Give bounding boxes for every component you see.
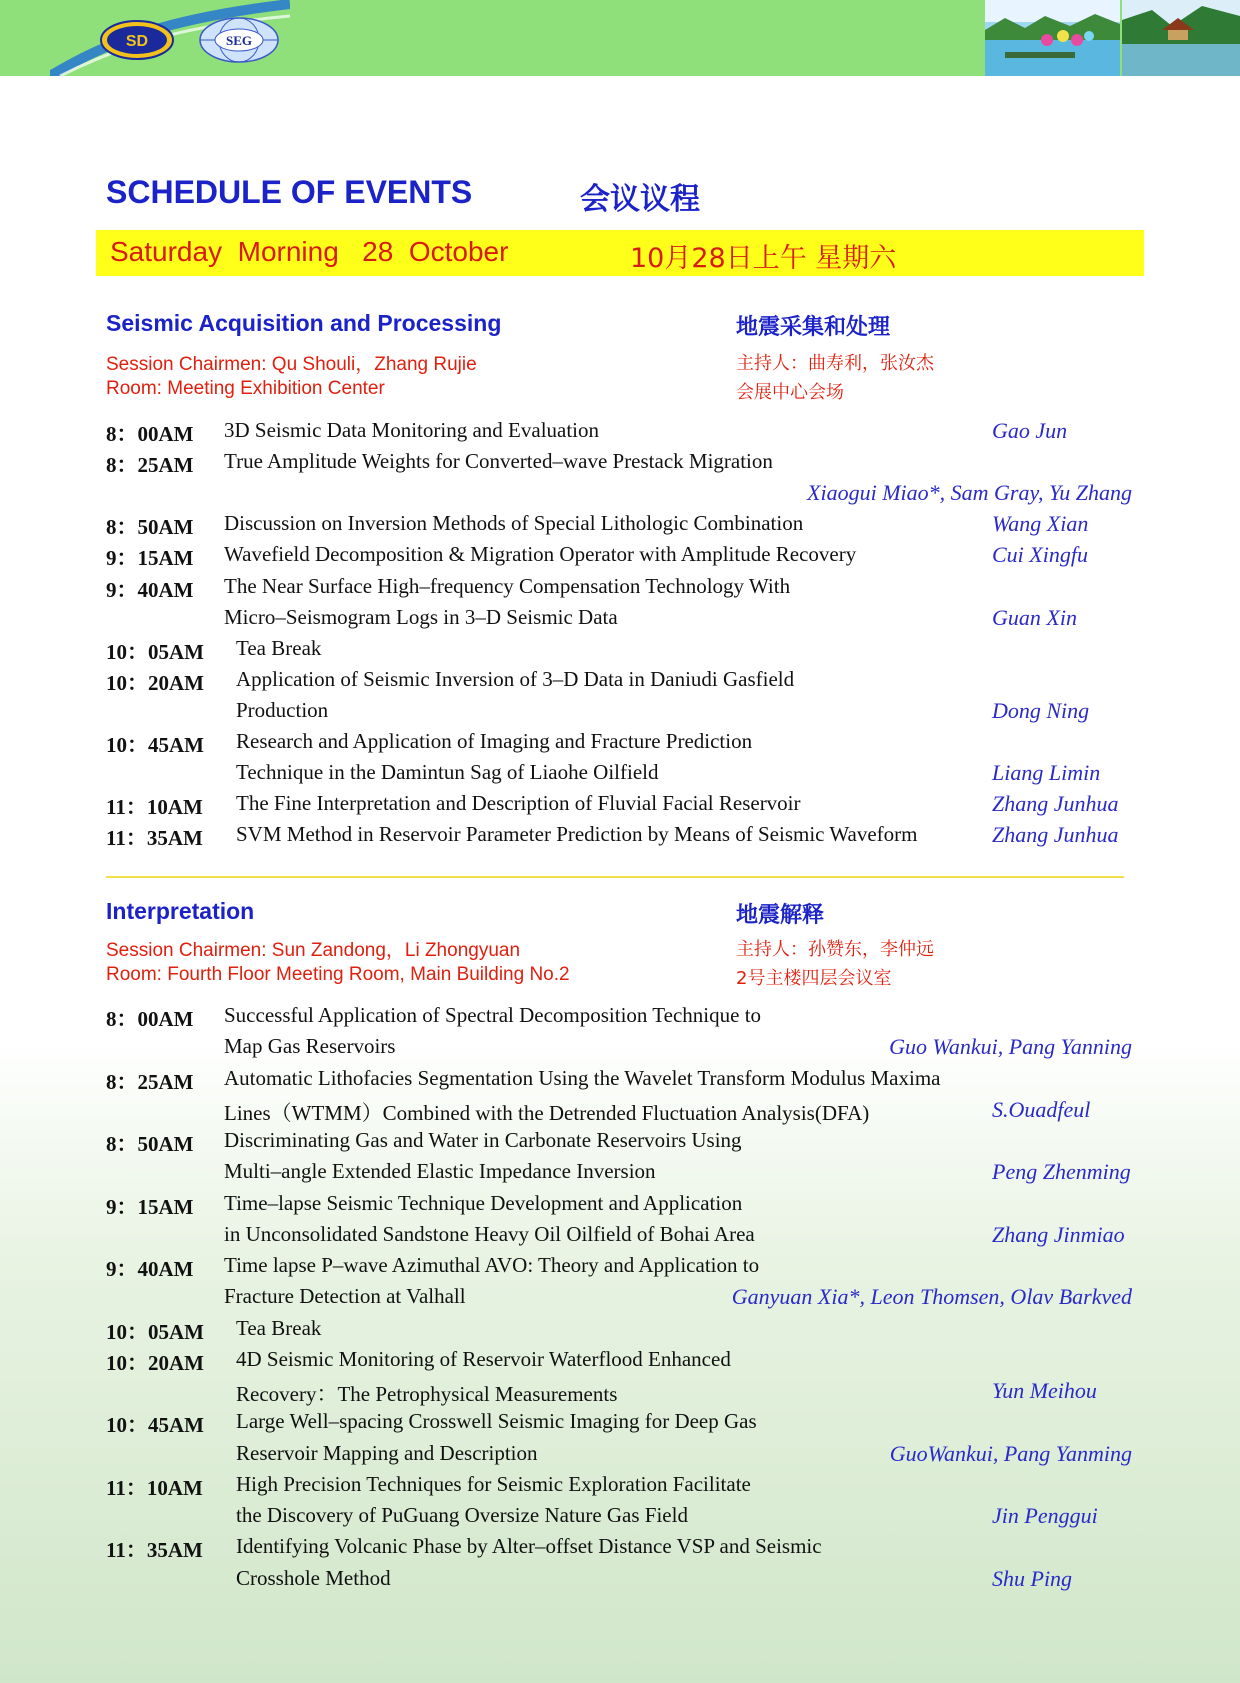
talk-title: High Precision Techniques for Seismic Exploration Facilitate [236, 1471, 751, 1496]
speaker-name: Gao Jun [992, 418, 1068, 443]
session-chairmen-cn: 主持人：孙赞东，李仲远 [736, 939, 934, 960]
session-time: 10：05AM [106, 639, 204, 664]
session-room: Room: Meeting Exhibition Center [106, 378, 385, 399]
session-time: 11：10AM [106, 795, 203, 820]
session-chairmen: Session Chairmen: Sun Zandong，Li Zhongyuan [106, 940, 521, 961]
talk-title: Identifying Volcanic Phase by Alter–offset Distance VSP and Seismic [236, 1534, 822, 1559]
session-title: Seismic Acquisition and Processing [106, 310, 502, 336]
schedule-row [0, 667, 1240, 698]
speaker-name: Zhang Junhua [992, 822, 1119, 848]
session-title: Interpretation [106, 898, 255, 924]
schedule-row [0, 1472, 1240, 1503]
session-time: 8：00AM [106, 422, 194, 446]
talk-title: the Discovery of PuGuang Oversize Nature Gas Field [236, 1503, 688, 1527]
talk-title: Tea Break [236, 635, 322, 660]
schedule-row [0, 1378, 1240, 1409]
sd-logo-icon [100, 20, 174, 60]
schedule-row [0, 1066, 1240, 1097]
svg-text:SD: SD [125, 33, 149, 50]
lake-photo-icon [985, 0, 1120, 76]
schedule-row [0, 1347, 1240, 1378]
session-time: 8：50AM [106, 1132, 194, 1156]
session-time: 8：25AM [106, 1069, 194, 1094]
speaker-name: Xiaogui Miao*, Sam Gray, Yu Zhang [807, 480, 1132, 506]
speaker-name: Jin Penggui [992, 1503, 1098, 1528]
talk-title: Technique in the Damintun Sag of Liaohe Oilfield [236, 760, 659, 785]
talk-title: Large Well–spacing Crosswell Seismic Imaging for Deep Gas [236, 1409, 757, 1434]
talk-title: Production [236, 697, 329, 722]
header-banner [0, 0, 1240, 76]
session-room-cn: 会展中心会场 [736, 382, 844, 403]
talk-title: Research and Application of Imaging and Fracture Prediction [236, 729, 753, 753]
session-time: 10：45AM [106, 733, 204, 757]
schedule-row [0, 729, 1240, 760]
schedule-row [0, 449, 1240, 480]
speaker-name: Shu Ping [992, 1565, 1073, 1591]
talk-title: 3D Seismic Data Monitoring and Evaluation [224, 418, 600, 442]
speaker-name: Yun Meihou [992, 1378, 1097, 1403]
schedule-row [0, 1222, 1240, 1253]
date-label-cn: 10月28日上午 星期六 [630, 243, 897, 274]
session-time: 11：35AM [106, 826, 203, 851]
speaker-name: Zhang Junhua [992, 791, 1119, 817]
session-time: 11：35AM [106, 1538, 203, 1563]
schedule-row [0, 1128, 1240, 1159]
session-chairmen-cn: 主持人：曲寿利，张汝杰 [736, 353, 934, 374]
session-time: 10：20AM [106, 670, 204, 695]
schedule-row [0, 636, 1240, 667]
schedule-row [0, 1441, 1240, 1472]
session-room: Room: Fourth Floor Meeting Room, Main Building No.2 [106, 964, 570, 985]
schedule-row [0, 542, 1240, 573]
schedule-row [0, 791, 1240, 822]
session-time: 9：15AM [106, 546, 194, 571]
schedule-row [0, 574, 1240, 605]
session-time: 11：10AM [106, 1475, 203, 1500]
schedule-row [0, 698, 1240, 729]
talk-title: True Amplitude Weights for Converted–wave Prestack Migration [224, 449, 773, 474]
session-time: 10：20AM [106, 1350, 204, 1375]
schedule-title: SCHEDULE OF EVENTS [106, 174, 473, 210]
schedule-row [0, 760, 1240, 791]
session-title-cn: 地震解释 [736, 903, 825, 928]
schedule-row [0, 1534, 1240, 1565]
talk-title: The Near Surface High–frequency Compensation Technology With [224, 573, 791, 598]
talk-title: Automatic Lithofacies Segmentation Using the Wavelet Transform Modulus Maxima [224, 1065, 941, 1090]
svg-text:SEG: SEG [225, 33, 253, 48]
schedule-row [0, 1253, 1240, 1284]
session-time: 8：00AM [106, 1007, 194, 1031]
talk-title: Successful Application of Spectral Decomposition Technique to [224, 1003, 762, 1027]
speaker-name: Zhang Jinmiao [992, 1221, 1125, 1247]
seg-globe-icon [198, 16, 280, 64]
session-time: 9：40AM [106, 1257, 194, 1281]
schedule-row [0, 1159, 1240, 1190]
schedule-row [0, 1409, 1240, 1440]
schedule-row [0, 511, 1240, 542]
talk-title: Reservoir Mapping and Description [236, 1440, 538, 1465]
schedule-row [0, 1316, 1240, 1347]
talk-title: Wavefield Decomposition & Migration Operator with Amplitude Recovery [224, 542, 857, 567]
talk-title: Map Gas Reservoirs [224, 1034, 396, 1059]
talk-title: The Fine Interpretation and Description of Fluvial Facial Reservoir [236, 791, 801, 816]
session-title-cn: 地震采集和处理 [736, 315, 891, 340]
talk-title: Time lapse P–wave Azimuthal AVO: Theory and Application to [224, 1253, 760, 1277]
schedule-row [0, 1284, 1240, 1315]
session-room-cn: 2号主楼四层会议室 [736, 968, 892, 989]
schedule-row [0, 822, 1240, 853]
session-time: 8：50AM [106, 515, 194, 540]
schedule-row [0, 418, 1240, 449]
speaker-name: Ganyuan Xia*, Leon Thomsen, Olav Barkved [731, 1284, 1132, 1310]
schedule-row [0, 1003, 1240, 1034]
speaker-name: GuoWankui, Pang Yanming [889, 1440, 1132, 1466]
schedule-row [0, 1097, 1240, 1128]
speaker-name: Guo Wankui, Pang Yanning [889, 1034, 1132, 1060]
pagoda-photo-icon [1122, 0, 1240, 76]
talk-title: Multi–angle Extended Elastic Impedance Inversion [224, 1159, 656, 1184]
speaker-name: Peng Zhenming [992, 1159, 1131, 1185]
talk-title: Application of Seismic Inversion of 3–D Data in Daniudi Gasfield [236, 666, 795, 691]
session-divider [106, 876, 1124, 878]
talk-title: Discriminating Gas and Water in Carbonate Reservoirs Using [224, 1128, 742, 1152]
schedule-row [0, 605, 1240, 636]
schedule-row [0, 480, 1240, 511]
session-chairmen: Session Chairmen: Qu Shouli，Zhang Rujie [106, 354, 477, 375]
session-time: 8：25AM [106, 453, 194, 478]
schedule-row [0, 1503, 1240, 1534]
speaker-name: Wang Xian [992, 511, 1089, 537]
talk-title: Time–lapse Seismic Technique Development and Application [224, 1190, 743, 1215]
talk-title: in Unconsolidated Sandstone Heavy Oil Oilfield of Bohai Area [224, 1221, 755, 1246]
speaker-name: Cui Xingfu [992, 542, 1088, 568]
schedule-title-cn: 会议议程 [580, 182, 700, 217]
schedule-row [0, 1566, 1240, 1597]
session-time: 10：05AM [106, 1319, 204, 1344]
session-time: 9：40AM [106, 577, 194, 602]
speaker-name: Guan Xin [992, 604, 1077, 630]
schedule-row [0, 1034, 1240, 1065]
talk-title: SVM Method in Reservoir Parameter Prediction by Means of Seismic Waveform [236, 822, 918, 847]
talk-title: Tea Break [236, 1315, 322, 1340]
date-label: Saturday Morning 28 October [110, 236, 509, 267]
talk-title: Lines（WTMM）Combined with the Detrended Fluctuation Analysis(DFA) [224, 1100, 870, 1125]
session-time: 9：15AM [106, 1194, 194, 1219]
session-time: 10：45AM [106, 1413, 204, 1438]
speaker-name: S.Ouadfeul [992, 1096, 1091, 1122]
talk-title: Micro–Seismogram Logs in 3–D Seismic Data [224, 604, 618, 629]
schedule-row [0, 1191, 1240, 1222]
talk-title: Crosshole Method [236, 1565, 391, 1590]
talk-title: Fracture Detection at Valhall [224, 1284, 466, 1309]
talk-title: Discussion on Inversion Methods of Special Lithologic Combination [224, 511, 804, 536]
speaker-name: Dong Ning [992, 697, 1090, 723]
talk-title: Recovery：The Petrophysical Measurements [236, 1382, 618, 1406]
talk-title: 4D Seismic Monitoring of Reservoir Waterflood Enhanced [236, 1346, 731, 1371]
speaker-name: Liang Limin [992, 760, 1101, 786]
